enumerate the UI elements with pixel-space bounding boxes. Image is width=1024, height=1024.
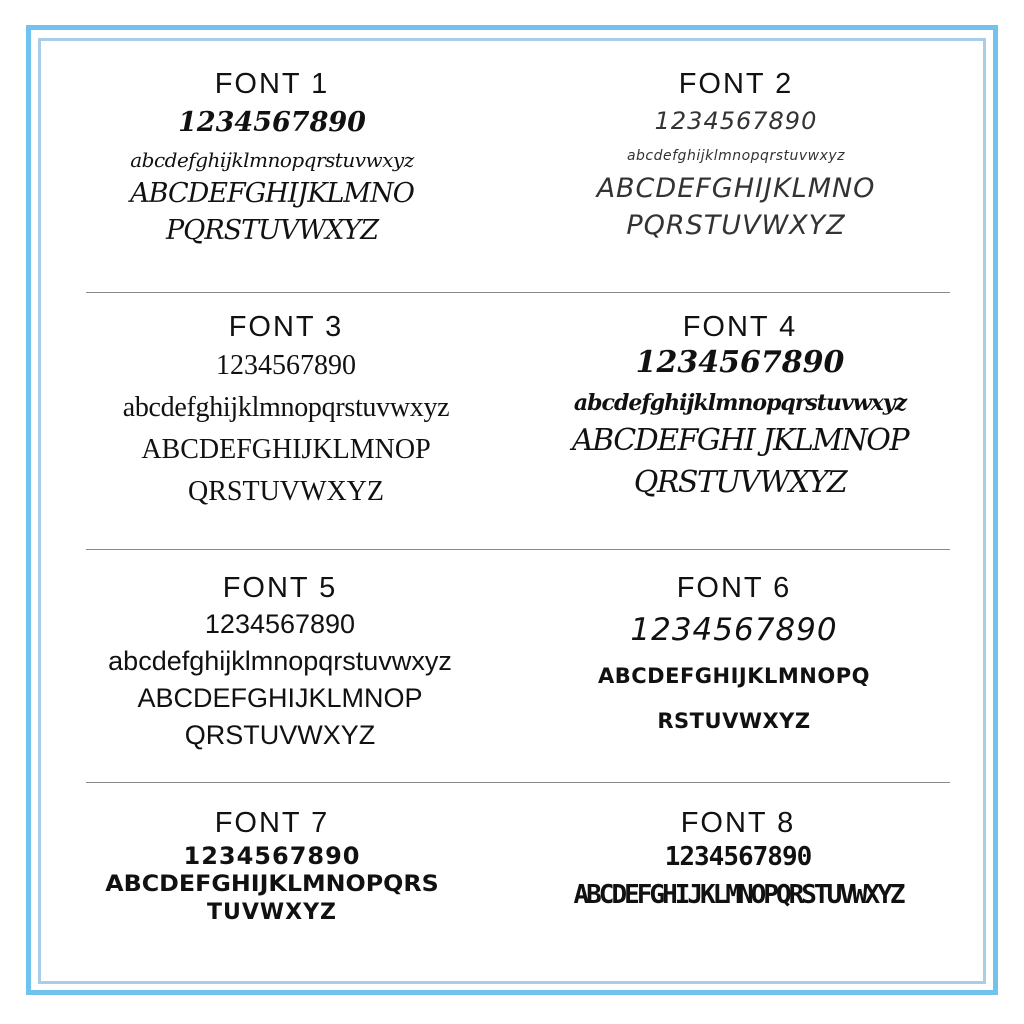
sample-uppercase-line-1: ABCDEFGHIJKLMNOPQRS <box>105 872 439 897</box>
sample-uppercase-line-2: PQRSTUVWXYZ <box>626 210 846 241</box>
sample-uppercase-line-2: PQRSTUVWXYZ <box>166 215 378 246</box>
sample-numbers: 1234567890 <box>635 345 845 380</box>
font-sample-7 <box>42 809 502 924</box>
font-title: FONT 4 <box>682 311 798 343</box>
sample-uppercase-line-2: QRSTUVWXYZ <box>184 720 376 750</box>
sample-uppercase-line-1: ABCDEFGHIJKLMNOP <box>137 683 423 713</box>
font-sample-8 <box>508 809 968 908</box>
font-sample-1 <box>42 70 502 244</box>
sample-lowercase: abcdefghijklmnopqrstuvwxyz <box>108 646 452 676</box>
sample-numbers: 1234567890 <box>178 107 366 138</box>
sample-uppercase-line-1: ABCDEFGHIJKLMNOPQRSTUVWXYZ <box>573 880 903 910</box>
sample-numbers: 1234567890 <box>204 609 356 639</box>
sample-lowercase: abcdefghijklmnopqrstuvwxyz <box>573 390 907 416</box>
font-sample-3 <box>56 313 516 506</box>
sample-numbers: 1234567890 <box>654 107 818 135</box>
sample-uppercase-line-1: ABCDEFGHIJKLMNOPQ <box>598 664 870 688</box>
sample-numbers: 1234567890 <box>664 842 812 872</box>
font-title: FONT 2 <box>678 68 794 100</box>
sample-uppercase-line-1: ABCDEFGHI JKLMNOP <box>571 423 909 458</box>
font-title: FONT 7 <box>214 807 330 839</box>
sample-lowercase: abcdefghijklmnopqrstuvwxyz <box>122 392 450 423</box>
row-divider-1 <box>86 292 950 293</box>
sample-uppercase-line-1: ABCDEFGHIJKLMNOP <box>141 434 431 465</box>
font-sample-4 <box>510 313 970 498</box>
row-divider-2 <box>86 549 950 550</box>
sample-numbers: 1234567890 <box>630 612 838 648</box>
sample-uppercase-line-2: QRSTUVWXYZ <box>633 465 847 500</box>
row-divider-3 <box>86 782 950 783</box>
font-title: FONT 5 <box>222 572 338 604</box>
font-sample-2 <box>506 70 966 239</box>
font-title: FONT 6 <box>676 572 792 604</box>
sample-numbers: 1234567890 <box>216 350 356 381</box>
sample-uppercase-line-2: TUVWXYZ <box>206 900 337 925</box>
sample-numbers: 1234567890 <box>183 842 361 870</box>
sample-lowercase: abcdefghijklmnopqrstuvwxyz <box>130 148 414 172</box>
font-title: FONT 3 <box>228 311 344 343</box>
sample-uppercase-line-2: QRSTUVWXYZ <box>188 476 384 507</box>
sample-uppercase-line-1: ABCDEFGHIJKLMNO <box>596 173 876 204</box>
sample-lowercase: abcdefghijklmnopqrstuvwxyz <box>626 148 846 164</box>
font-title: FONT 8 <box>680 807 796 839</box>
font-sample-6 <box>504 574 964 732</box>
sample-uppercase-line-2: RSTUVWXYZ <box>657 709 811 733</box>
font-sample-5 <box>50 574 510 749</box>
font-title: FONT 1 <box>214 68 330 100</box>
sample-uppercase-line-1: ABCDEFGHIJKLMNO <box>130 178 414 209</box>
